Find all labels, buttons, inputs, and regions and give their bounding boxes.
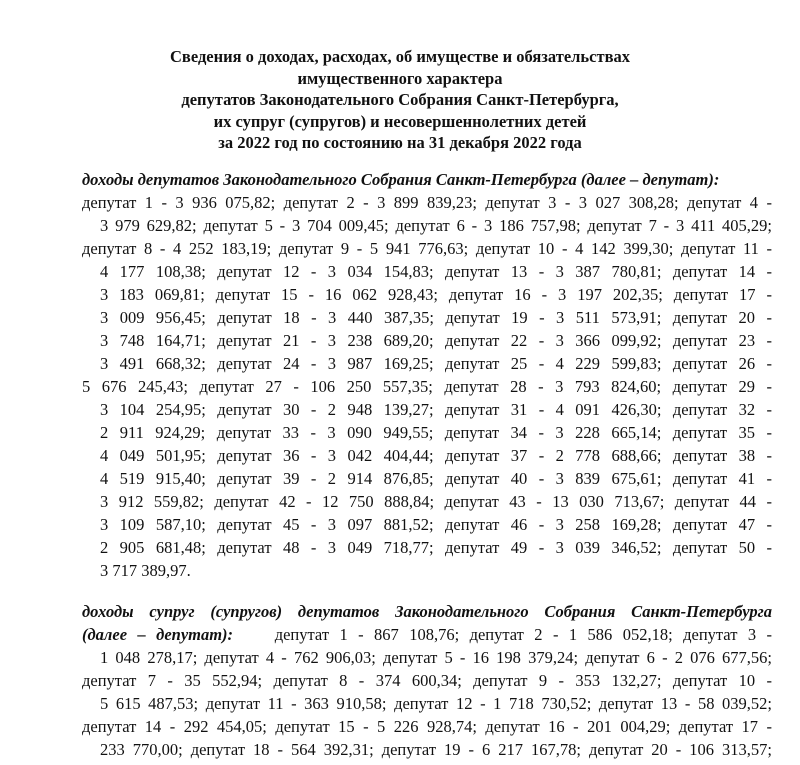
title-line: за 2022 год по состоянию на 31 декабря 2022 года	[218, 133, 582, 152]
text-line: 2 905 681,48; депутат 48 - 3 049 718,77; депутат 49 - 3 039 346,52; депутат 50 -	[100, 538, 772, 557]
document-title	[0, 46, 800, 154]
text-line: 3 912 559,82; депутат 42 - 12 750 888,84; депутат 43 - 13 030 713,67; депутат 44 -	[100, 492, 772, 511]
text-line: 1 048 278,17; депутат 4 - 762 906,03; депутат 5 - 16 198 379,24; депутат 6 - 2 076 677,56;	[100, 648, 772, 667]
text-line: 2 911 924,29; депутат 33 - 3 090 949,55; депутат 34 - 3 228 665,14; депутат 35 -	[100, 423, 772, 442]
text-line: 3 717 389,97.	[100, 561, 191, 580]
text-line	[82, 623, 772, 646]
title-line: Сведения о доходах, расходах, об имуществе и обязательствах	[170, 47, 630, 66]
text-line: 3 104 254,95; депутат 30 - 2 948 139,27; депутат 31 - 4 091 426,30; депутат 32 -	[100, 400, 772, 419]
text-line: 5 615 487,53; депутат 11 - 363 910,58; депутат 12 - 1 718 730,52; депутат 13 - 58 039,52;	[100, 694, 772, 713]
title-line: имущественного характера	[297, 68, 503, 88]
deputies-income-section	[82, 168, 772, 582]
section-heading-tail: (далее – депутат):	[82, 625, 234, 644]
text-line: 4 049 501,95; депутат 36 - 3 042 404,44; депутат 37 - 2 778 688,66; депутат 38 -	[100, 446, 772, 465]
section-heading: доходы супруг (супругов) депутатов Законодательного Собрания Санкт-Петербурга	[82, 602, 772, 621]
text-line: 233 770,00; депутат 18 - 564 392,31; депутат 19 - 6 217 167,78; депутат 20 - 106 313,57;	[100, 740, 772, 759]
text-line: депутат 8 - 4 252 183,19; депутат 9 - 5 941 776,63; депутат 10 - 4 142 399,30; депутат 11 -	[82, 239, 772, 258]
title-line: депутатов Законодательного Собрания Санкт-Петербурга,	[181, 90, 619, 109]
text-line: 4 177 108,38; депутат 12 - 3 034 154,83; депутат 13 - 3 387 780,81; депутат 14 -	[100, 262, 772, 281]
text-line: депутат 1 - 3 936 075,82; депутат 2 - 3 899 839,23; депутат 3 - 3 027 308,28; депутат 4 -	[82, 193, 772, 212]
text-line-rest: депутат 1 - 867 108,76; депутат 2 - 1 586 052,18; депутат 3 -	[274, 625, 772, 644]
text-line: 4 519 915,40; депутат 39 - 2 914 876,85; депутат 40 - 3 839 675,61; депутат 41 -	[100, 469, 772, 488]
spouses-income-section	[82, 600, 772, 761]
section-heading: доходы депутатов Законодательного Собрания Санкт-Петербурга (далее – депутат):	[82, 170, 720, 189]
text-line: 5 676 245,43; депутат 27 - 106 250 557,35; депутат 28 - 3 793 824,60; депутат 29 -	[82, 377, 772, 396]
text-line: 3 009 956,45; депутат 18 - 3 440 387,35; депутат 19 - 3 511 573,91; депутат 20 -	[100, 308, 772, 327]
text-line: 3 183 069,81; депутат 15 - 16 062 928,43; депутат 16 - 3 197 202,35; депутат 17 -	[100, 285, 772, 304]
text-line: депутат 14 - 292 454,05; депутат 15 - 5 226 928,74; депутат 16 - 201 004,29; депутат 17 -	[82, 717, 772, 736]
text-line: депутат 7 - 35 552,94; депутат 8 - 374 600,34; депутат 9 - 353 132,27; депутат 10 -	[82, 671, 772, 690]
text-line: 3 748 164,71; депутат 21 - 3 238 689,20; депутат 22 - 3 366 099,92; депутат 23 -	[100, 331, 772, 350]
text-line: 3 979 629,82; депутат 5 - 3 704 009,45; депутат 6 - 3 186 757,98; депутат 7 - 3 411 405,29;	[100, 216, 772, 235]
text-line: 3 491 668,32; депутат 24 - 3 987 169,25; депутат 25 - 4 229 599,83; депутат 26 -	[100, 354, 772, 373]
title-line: их супруг (супругов) и несовершеннолетних детей	[213, 111, 587, 131]
text-line: 3 109 587,10; депутат 45 - 3 097 881,52; депутат 46 - 3 258 169,28; депутат 47 -	[100, 515, 772, 534]
